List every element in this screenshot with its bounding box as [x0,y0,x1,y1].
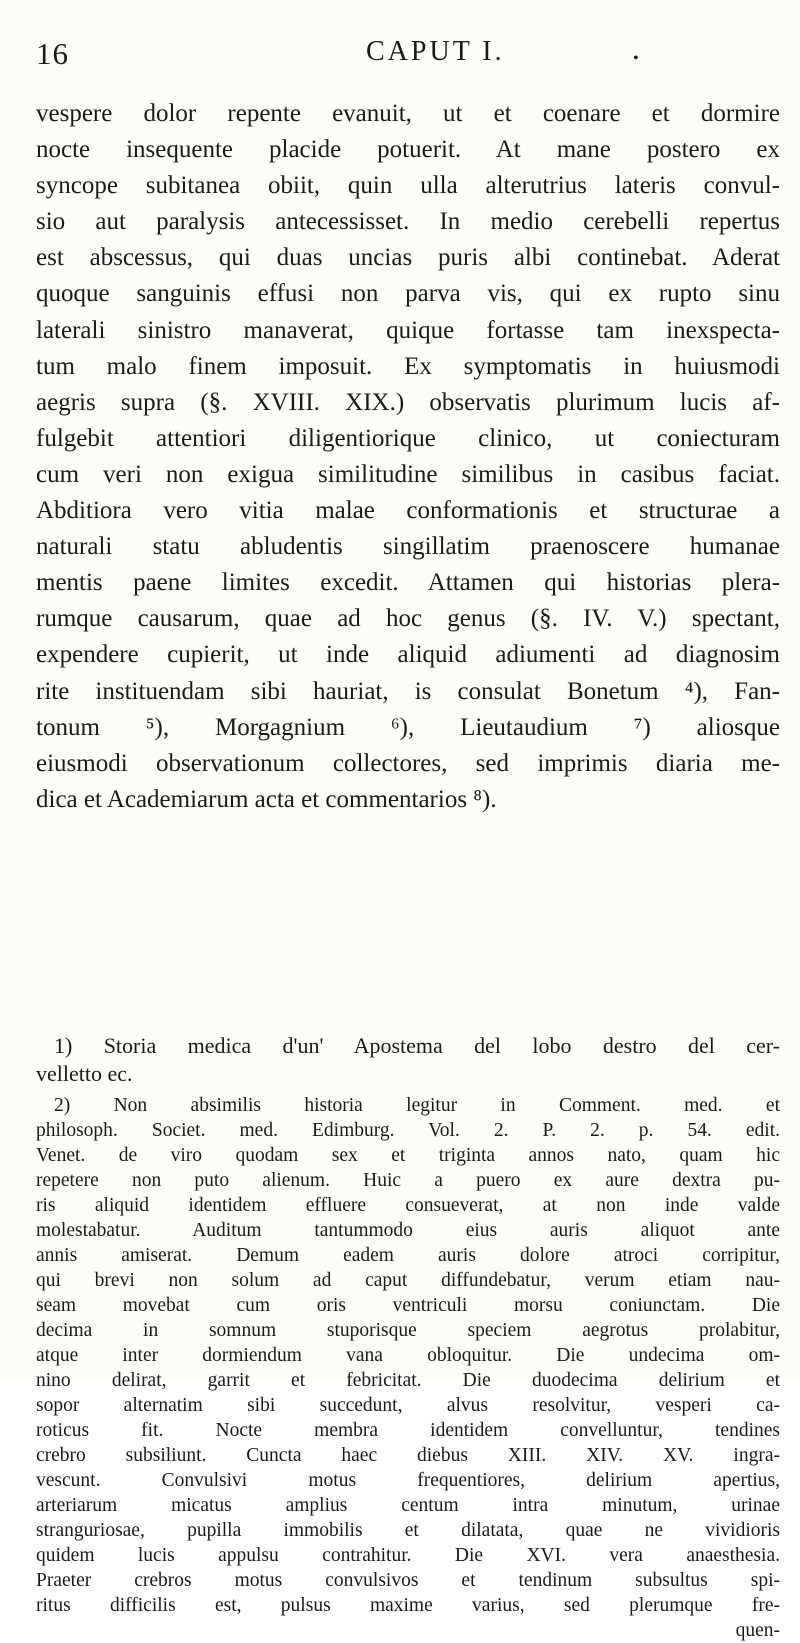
text-line: eiusmodi observationum collectores, sed imprimis diaria me- [36,749,780,777]
text-line: rumque causarum, quae ad hoc genus (§. IV. V.) spectant, [36,605,780,633]
text-line: Venet. de viro quodam sex et triginta annos nato, quam hic [36,1145,780,1166]
text-line: qui brevi non solum ad caput diffundebatur, verum etiam nau- [36,1270,780,1291]
text-line: 1) Storia medica d'un' Apostema del lobo destro del cer- [54,1033,780,1058]
text-line: tum malo finem imposuit. Ex symptomatis in huiusmodi [36,352,780,380]
text-line: ris aliquid identidem effluere consueverat, at non inde valde [36,1195,780,1216]
text-line: naturali statu abludentis singillatim praenoscere humanae [36,533,780,561]
text-line: quoque sanguinis effusi non parva vis, qui ex rupto sinu [36,280,780,308]
page-number: 16 [36,36,69,71]
text-line: crebro subsiliunt. Cuncta haec diebus XIII. XIV. XV. ingra- [36,1445,780,1466]
text-line: molestabatur. Auditum tantummodo eius auris aliquot ante [36,1220,780,1241]
text-line: atque inter dormiendum vana obloquitur. Die undecima om- [36,1345,780,1366]
text-line: seam movebat cum oris ventriculi morsu coniunctam. Die [36,1295,780,1316]
footnote-1 [36,1032,780,1088]
text-line: laterali sinistro manaverat, quique fortasse tam inexspecta- [36,316,780,344]
text-line: vescunt. Convulsivi motus frequentiores, delirium apertius, [36,1470,780,1491]
text-line: syncope subitanea obiit, quin ulla alterutrius lateris convul- [36,172,780,200]
text-line: quidem lucis appulsu contrahitur. Die XVI. vera anaesthesia. [36,1545,780,1566]
text-line: vespere dolor repente evanuit, ut et coenare et dormire [36,100,780,127]
page-header [36,36,800,80]
text-line: philosoph. Societ. med. Edimburg. Vol. 2. P. 2. p. 54. edit. [36,1120,780,1141]
footnote-2 [36,1093,780,1643]
text-line: decima in somnum stuporisque speciem aegrotus prolabitur, [36,1320,780,1341]
text-line: Praeter crebros motus convulsivos et tendinum subsultus spi- [36,1570,780,1591]
text-line: quen- [735,1620,780,1641]
text-line: velletto ec. [36,1061,133,1086]
text-line: sopor alternatim sibi succedunt, alvus resolvitur, vesperi ca- [36,1395,780,1416]
text-line: cum veri non exigua similitudine similibus in casibus faciat. [36,460,780,488]
text-line: est abscessus, qui duas uncias puris albi continebat. Aderat [36,244,780,272]
text-line: annis amiserat. Demum eadem auris dolore atroci corripitur, [36,1245,780,1266]
text-line: fulgebit attentiori diligentiorique clinico, ut coniecturam [36,424,780,452]
text-line: ritus difficilis est, pulsus maxime varius, sed plerumque fre- [36,1595,780,1616]
text-line: rite instituendam sibi hauriat, is consulat Bonetum ⁴), Fan- [36,677,780,705]
text-line: sio aut paralysis antecessisset. In medio cerebelli repertus [36,208,780,236]
stray-mark: • [633,50,639,67]
text-line: expendere cupierit, ut inde aliquid adiumenti ad diagnosim [36,641,780,669]
text-line: 2) Non absimilis historia legitur in Comment. med. et [54,1095,780,1116]
text-line: mentis paene limites excedit. Attamen qui historias plera- [36,569,780,597]
text-line: stranguriosae, pupilla immobilis et dilatata, quae ne vividioris [36,1520,780,1541]
text-line: roticus fit. Nocte membra identidem convelluntur, tendines [36,1420,780,1441]
text-line: repetere non puto alienum. Huic a puero ex aure dextra pu- [36,1170,780,1191]
body-text [36,96,780,818]
text-line: arteriarum micatus amplius centum intra minutum, urinae [36,1495,780,1516]
text-line: tonum ⁵), Morgagnium ⁶), Lieutaudium ⁷) aliosque [36,713,780,741]
text-line: nocte insequente placide potuerit. At mane postero ex [36,136,780,164]
text-line: aegris supra (§. XVIII. XIX.) observatis plurimum lucis af- [36,388,780,416]
text-line: dica et Academiarum acta et commentarios ⁸). [36,785,497,813]
text-line: nino delirat, garrit et febricitat. Die duodecima delirium et [36,1370,780,1391]
running-head: CAPUT I. [366,36,505,67]
text-line: Abditiora vero vitia malae conformationis et structurae a [36,497,780,525]
